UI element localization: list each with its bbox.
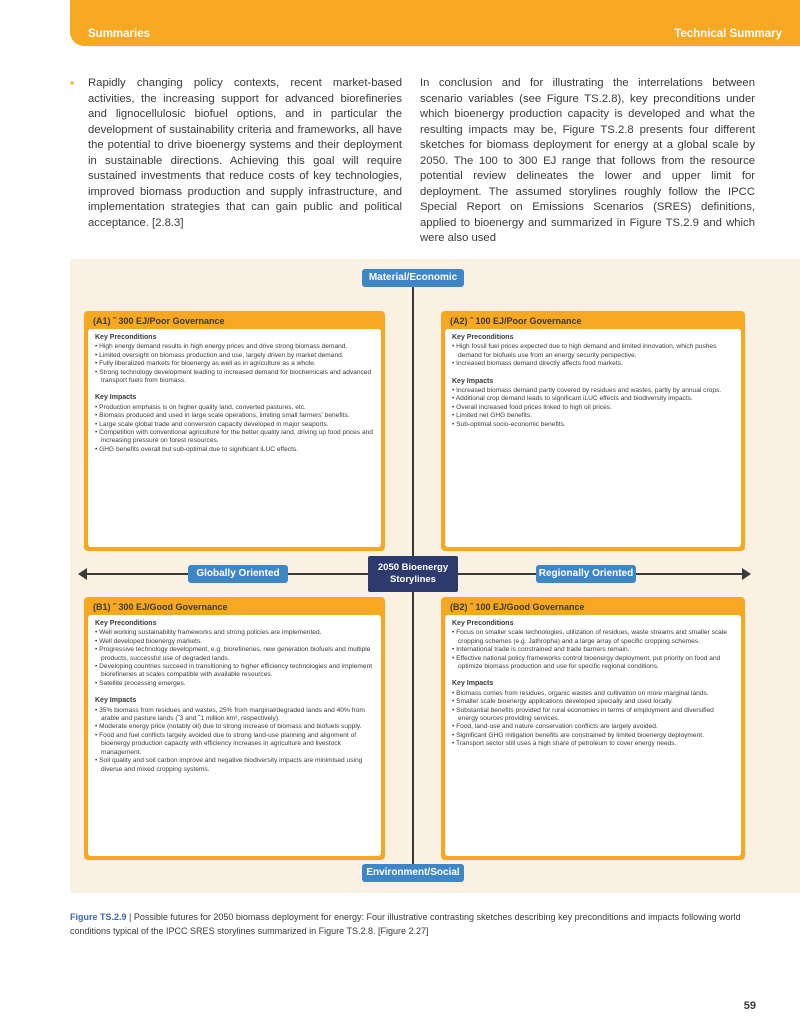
center-storylines-box bbox=[368, 556, 458, 592]
quadrant-body bbox=[445, 329, 741, 547]
list-item: • Food and fuel conflicts largely avoided due to strong land-use planning and alignment of bioenergy production capacity with efficiency increases in agriculture and livestock management. bbox=[95, 732, 374, 757]
list-item: • Developing countries succeed in transitioning to higher efficiency technologies and implement biorefineries at scales compatible with available resources. bbox=[95, 663, 374, 680]
impacts-heading: Key Impacts bbox=[95, 697, 137, 705]
page-number: 59 bbox=[743, 1000, 756, 1012]
list-item: • Competition with conventional agriculture for the better quality land, driving up food prices and increasing pressure on forest resources. bbox=[95, 429, 374, 446]
list-item: • Increased biomass demand directly affects food markets. bbox=[452, 360, 734, 368]
list-item: • Food, land-use and nature conservation conflicts are largely avoided. bbox=[452, 723, 734, 731]
preconditions-heading: Key Preconditions bbox=[95, 620, 157, 627]
quadrant-body bbox=[88, 329, 381, 547]
list-item: • High fossil fuel prices expected due to high demand and limited innovation, which pushes demand for biofuels use from an energy security perspective. bbox=[452, 343, 734, 360]
list-item: • GHG benefits overall but sub-optimal due to significant iLUC effects. bbox=[95, 446, 374, 454]
list-item: • Limited net GHG benefits. bbox=[452, 412, 734, 420]
quadrant-a1 bbox=[84, 311, 385, 551]
quadrant-b1 bbox=[84, 597, 385, 860]
list-item: • Significant GHG mitigation benefits are constrained by limited bioenergy deployment. bbox=[452, 732, 734, 740]
quadrant-a2 bbox=[441, 311, 745, 551]
list-item: • Substantial benefits provided for rural economies in terms of employment and diversified energy sources providing services. bbox=[452, 707, 734, 724]
quadrant-body bbox=[88, 615, 381, 856]
list-item: • International trade is constrained and trade barriers remain. bbox=[452, 646, 734, 654]
left-column-paragraph: Rapidly changing policy contexts, recent market-based activities, the increasing support for advanced biorefineries and lignocellulosic biofuel options, and in particular the development of sustainability criteria and frameworks, all have the potential to drive bioenergy systems and their deployment in sustainable directions. Achieving this goal will require sustained investments that reduce costs of key technologies, improved biomass production and supply infrastructure, and implementation strategies that can gain public and political acceptance. [2.8.3] bbox=[88, 77, 402, 229]
arrow-left-icon bbox=[78, 568, 87, 580]
figure-caption bbox=[70, 911, 760, 938]
list-item: • Production emphasis is on higher quality land, converted pastures, etc. bbox=[95, 404, 374, 412]
quadrant-title: (B2) ˜ 100 EJ/Good Governance bbox=[450, 602, 585, 612]
center-title-line2: Storylines bbox=[390, 574, 436, 585]
list-item: • Fully liberalized markets for bioenergy as well as in agriculture as a whole. bbox=[95, 360, 374, 368]
list-item: • Biomass comes from residues, organic wastes and cultivation on more marginal lands. bbox=[452, 690, 734, 698]
list-item: • Soil quality and soil carbon improve and negative biodiversity impacts are minimised using diverse and mixed cropping systems. bbox=[95, 757, 374, 774]
list-item: • Transport sector still uses a high share of petroleum to cover energy needs. bbox=[452, 740, 734, 748]
caption-text: | Possible futures for 2050 biomass deployment for energy: Four illustrative contrasting sketches describing key preconditions and impacts following world conditions typical of the IPCC SRES storylines summarized in Figure TS.2.8. [Figure 2.27] bbox=[70, 912, 741, 936]
quadrant-title: (A2) ˜ 100 EJ/Poor Governance bbox=[450, 316, 582, 326]
list-item: • Effective national policy frameworks control bioenergy deployment, put priority on food and optimize biomass production and use for specific regional conditions. bbox=[452, 655, 734, 672]
impacts-heading: Key Impacts bbox=[95, 394, 137, 402]
preconditions-heading: Key Preconditions bbox=[95, 334, 157, 341]
list-item: • Overall increased food prices linked to high oil prices. bbox=[452, 404, 734, 412]
list-item: • Biomass produced and used in large scale operations, limiting small farmers’ benefits. bbox=[95, 412, 374, 420]
list-item: • High energy demand results in high energy prices and drive strong biomass demand. bbox=[95, 343, 374, 351]
quadrant-title: (A1) ˜ 300 EJ/Poor Governance bbox=[93, 316, 225, 326]
list-item: • Well working sustainability frameworks and strong policies are implemented. bbox=[95, 629, 374, 637]
quadrant-b2 bbox=[441, 597, 745, 860]
header-bar bbox=[70, 0, 800, 46]
center-title-line1: 2050 Bioenergy bbox=[377, 562, 449, 573]
right-column bbox=[420, 76, 755, 247]
quadrant-title: (B1) ˜ 300 EJ/Good Governance bbox=[93, 602, 228, 612]
list-item: • Large scale global trade and conversion capacity developed in major seaports. bbox=[95, 421, 374, 429]
list-item: • 35% biomass from residues and wastes, 25% from marginal/degraded lands and 40% from arable and pasture lands (˜3 and ˜1 million km², respectively). bbox=[95, 707, 374, 724]
list-item: • Focus on smaller scale technologies, utilization of residues, waste streams and smaller scale cropping schemes (e.g. Jathropha) and a large array of specific cropping schemes. bbox=[452, 629, 734, 646]
header-chapter-title: Technical Summary bbox=[674, 28, 782, 40]
axis-label-right: Regionally Oriented bbox=[536, 565, 636, 583]
list-item: • Satellite processing emerges. bbox=[95, 680, 374, 688]
impacts-heading: Key Impacts bbox=[452, 680, 494, 688]
list-item: • Well developed bioenergy markets. bbox=[95, 638, 374, 646]
list-item: • Smaller scale bioenergy applications developed specially and used locally. bbox=[452, 698, 734, 706]
arrow-right-icon bbox=[742, 568, 751, 580]
list-item: • Moderate energy price (notably oil) due to strong increase of biomass and biofuels supply. bbox=[95, 723, 374, 731]
axis-label-bottom: Environment/Social bbox=[362, 864, 464, 882]
axis-label-left: Globally Oriented bbox=[188, 565, 288, 583]
right-column-paragraph: In conclusion and for illustrating the interrelations between scenario variables (see Figure TS.2.8), key preconditions under which bioenergy production capacity is developed and what the resulting impacts may be, Figure TS.2.8 presents four different sketches for biomass deployment for energy at a global scale by 2050. The 100 to 300 EJ range that follows from the resource potential review delineates the lower and upper limit for deployment. The assumed storylines roughly follow the IPCC Special Report on Emissions Scenarios (SRES) definitions, applied to bioenergy and summarized in Figure TS.2.9 and which were also used bbox=[420, 77, 755, 244]
caption-label: Figure TS.2.9 bbox=[70, 912, 127, 922]
list-item: • Limited oversight on biomass production and use, largely driven by market demand. bbox=[95, 352, 374, 360]
impacts-heading: Key Impacts bbox=[452, 377, 494, 385]
preconditions-heading: Key Preconditions bbox=[452, 334, 514, 341]
list-item: • Sub-optimal socio-economic benefits. bbox=[452, 421, 734, 429]
list-item: • Increased biomass demand partly covered by residues and wastes, partly by annual crops. bbox=[452, 387, 734, 395]
axis-label-top: Material/Economic bbox=[362, 269, 464, 287]
quadrant-body bbox=[445, 615, 741, 856]
list-item: • Progressive technology development, e.g. biorefineries, new generation biofuels and multiple products, successful use of degraded lands. bbox=[95, 646, 374, 663]
left-column bbox=[70, 76, 402, 231]
list-item: • Strong technology development leading to increased demand for biochemicals and advanced transport fuels from biomass. bbox=[95, 369, 374, 386]
header-section-title: Summaries bbox=[88, 28, 151, 40]
bullet-icon: • bbox=[70, 76, 75, 90]
preconditions-heading: Key Preconditions bbox=[452, 620, 514, 627]
list-item: • Additional crop demand leads to significant iLUC effects and biodiversity impacts. bbox=[452, 395, 734, 403]
